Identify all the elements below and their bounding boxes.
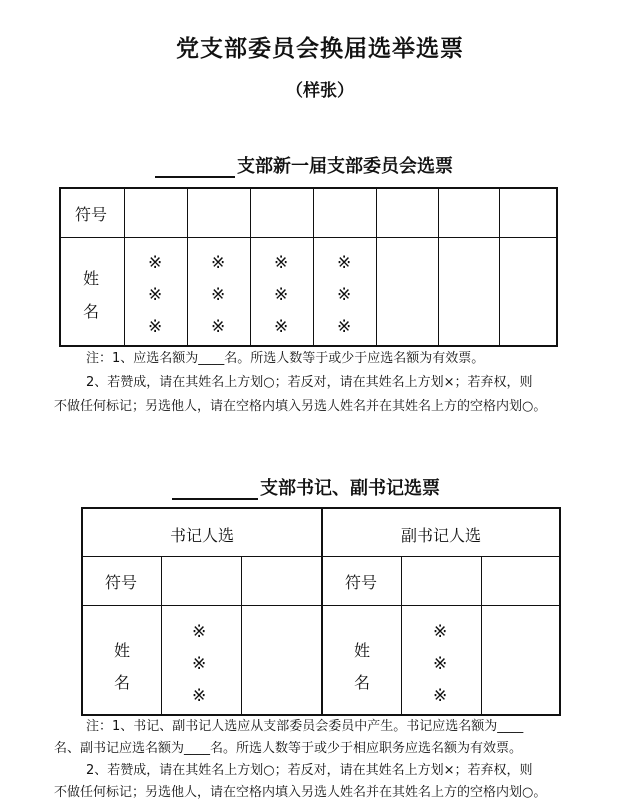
t1-write-in-name-cell-3[interactable] xyxy=(500,238,558,345)
t1-name-mark: ※ xyxy=(148,317,163,337)
t2-secretary-name-label-2: 名 xyxy=(114,673,131,692)
section1-note-3: 不做任何标记；另选他人，请在空格内填入另选人姓名并在其姓名上方的空格内划○。 xyxy=(54,399,547,414)
t2-deputy-name-mark: ※ xyxy=(433,622,448,642)
t2-deputy-name-label-1: 姓 xyxy=(354,641,371,660)
t2-deputy-write-in-cell[interactable] xyxy=(482,606,559,714)
t1-name-mark: ※ xyxy=(337,285,352,305)
section1-title-text: 支部新一届支部委员会选票 xyxy=(237,156,453,177)
t1-symbol-cell-6[interactable] xyxy=(439,189,499,236)
section1-note-2: 2、若赞成，请在其姓名上方划○；若反对，请在其姓名上方划×；若弃权，则 xyxy=(86,375,533,390)
t1-symbol-cell-7[interactable] xyxy=(500,189,558,236)
t2-secretary-name-mark: ※ xyxy=(192,686,207,706)
section2-title-text: 支部书记、副书记选票 xyxy=(260,478,440,499)
t1-name-mark: ※ xyxy=(211,253,226,273)
section2-note-3: 2、若赞成，请在其姓名上方划○；若反对，请在其姓名上方划×；若弃权，则 xyxy=(86,763,533,778)
t1-name-mark: ※ xyxy=(148,285,163,305)
t2-secretary-name-label-1: 姓 xyxy=(114,641,131,660)
t1-symbol-cell-1[interactable] xyxy=(125,189,187,236)
t1-name-mark: ※ xyxy=(211,285,226,305)
t1-symbol-label: 符号 xyxy=(75,205,108,224)
page-title: 党支部委员会换届选举选票 xyxy=(176,36,464,62)
t1-write-in-name-cell-1[interactable] xyxy=(377,238,438,345)
t1-name-label-1: 姓 xyxy=(83,269,100,288)
t2-secretary-symbol-cell-2[interactable] xyxy=(242,557,321,604)
t1-name-mark: ※ xyxy=(337,253,352,273)
t1-symbol-cell-4[interactable] xyxy=(314,189,376,236)
t2-deputy-name-mark: ※ xyxy=(433,654,448,674)
secretary-ballot-table xyxy=(81,507,561,716)
t1-name-label-2: 名 xyxy=(83,302,100,321)
section1-note-1: 注：1、应选名额为____名。所选人数等于或少于应选名额为有效票。 xyxy=(86,351,485,366)
t2-deputy-name-mark: ※ xyxy=(433,686,448,706)
section1-title-blank[interactable] xyxy=(155,158,235,178)
t1-symbol-cell-2[interactable] xyxy=(188,189,250,236)
section2-note-2: 名、副书记应选名额为____名。所选人数等于或少于相应职务应选名额为有效票。 xyxy=(54,741,523,756)
t2-secretary-symbol-label: 符号 xyxy=(105,573,138,592)
t2-secretary-name-mark: ※ xyxy=(192,654,207,674)
section2-title-blank[interactable] xyxy=(172,480,258,500)
t1-name-mark: ※ xyxy=(211,317,226,337)
t1-symbol-cell-3[interactable] xyxy=(251,189,313,236)
t2-deputy-symbol-cell-2[interactable] xyxy=(482,557,559,604)
section1-title xyxy=(155,152,453,178)
section2-title xyxy=(172,474,440,500)
t2-secretary-symbol-cell-1[interactable] xyxy=(162,557,241,604)
section2-note-4: 不做任何标记；另选他人，请在空格内填入另选人姓名并在其姓名上方的空格内划○。 xyxy=(54,785,547,800)
secretary-candidates-header: 书记人选 xyxy=(169,526,234,545)
t1-symbol-cell-5[interactable] xyxy=(377,189,438,236)
t1-name-mark: ※ xyxy=(274,317,289,337)
t1-name-mark: ※ xyxy=(148,253,163,273)
t2-secretary-write-in-cell[interactable] xyxy=(242,606,321,714)
t1-name-mark: ※ xyxy=(274,285,289,305)
t2-deputy-name-label-2: 名 xyxy=(354,673,371,692)
page-subtitle: （样张） xyxy=(286,81,354,101)
committee-ballot-table xyxy=(59,187,558,347)
t1-name-mark: ※ xyxy=(337,317,352,337)
t2-secretary-name-mark: ※ xyxy=(192,622,207,642)
t2-deputy-symbol-cell-1[interactable] xyxy=(402,557,481,604)
deputy-candidates-header: 副书记人选 xyxy=(400,526,481,545)
t2-deputy-symbol-label: 符号 xyxy=(345,573,378,592)
t1-name-mark: ※ xyxy=(274,253,289,273)
t1-write-in-name-cell-2[interactable] xyxy=(439,238,499,345)
section2-note-1: 注：1、书记、副书记人选应从支部委员会委员中产生。书记应选名额为____ xyxy=(86,719,524,734)
